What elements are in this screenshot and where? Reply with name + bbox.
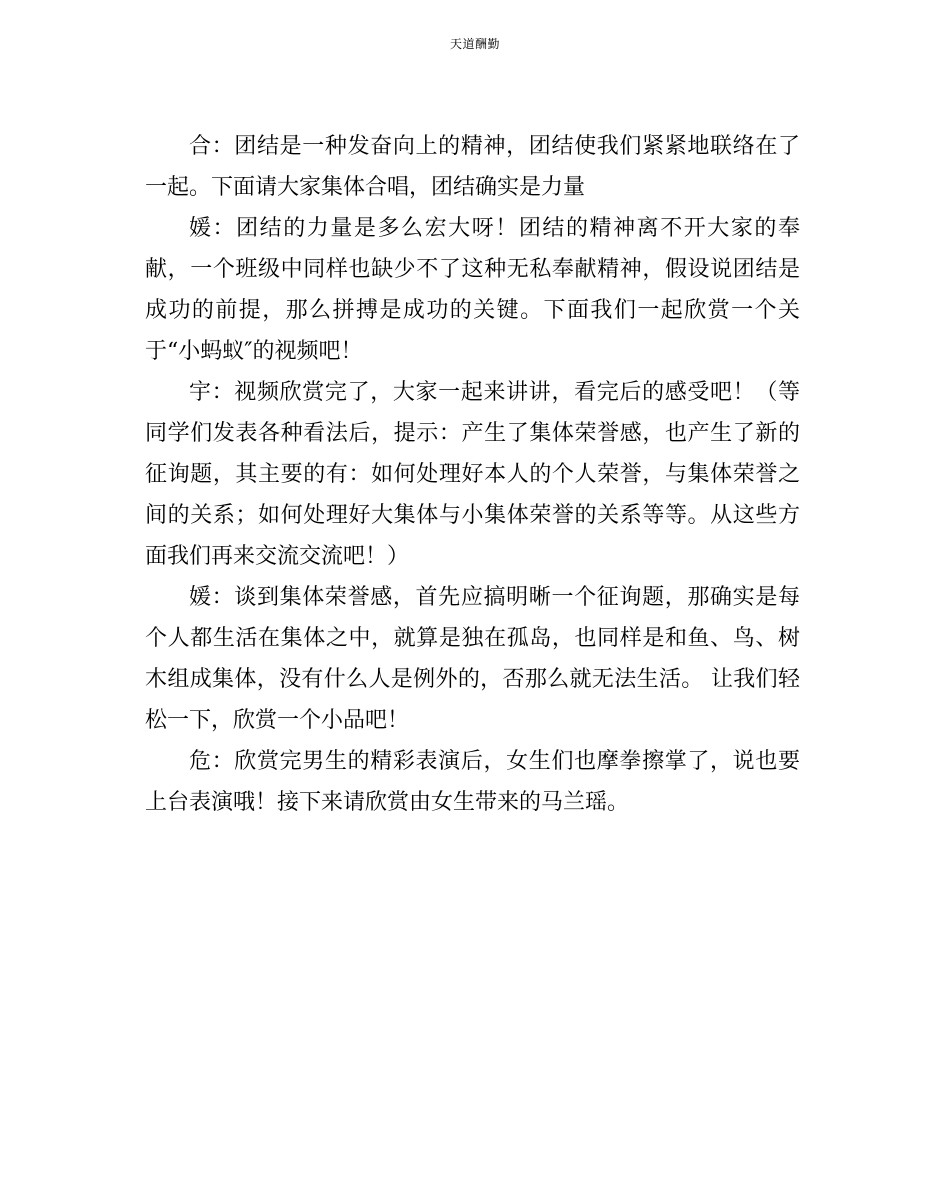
paragraph-4: 媛：谈到集体荣誉感，首先应搞明晰一个征询题，那确实是每个人都生活在集体之中，就算是独在孤岛，也同样是和鱼、鸟、树木组成集体，没有什么人是例外的，否那么就无法生活。 让我们轻松一下，欣赏一个小品吧！ <box>145 585 800 733</box>
paragraph-5: 危：欣赏完男生的精彩表演后，女生们也摩拳擦掌了，说也要上台表演哦！接下来请欣赏由女生带来的马兰瑶。 <box>145 749 800 815</box>
page-header: 天道酬勤 <box>449 37 500 51</box>
paragraph-1: 合：团结是一种发奋向上的精神，团结使我们紧紧地联络在了一起。下面请大家集体合唱，团结确实是力量 <box>145 134 800 200</box>
document-body <box>145 126 800 823</box>
paragraph-3: 宇：视频欣赏完了，大家一起来讲讲，看完后的感受吧！（等同学们发表各种看法后，提示：产生了集体荣誉感，也产生了新的征询题，其主要的有：如何处理好本人的个人荣誉，与集体荣誉之间的关系；如何处理好大集体与小集体荣誉的关系等等。从这些方面我们再来交流交流吧！） <box>145 380 800 569</box>
paragraph-2: 媛：团结的力量是多么宏大呀！团结的精神离不开大家的奉献，一个班级中同样也缺少不了这种无私奉献精神，假设说团结是成功的前提，那么拼搏是成功的关键。下面我们一起欣赏一个关于“小蚂蚁″的视频吧！ <box>145 216 800 364</box>
